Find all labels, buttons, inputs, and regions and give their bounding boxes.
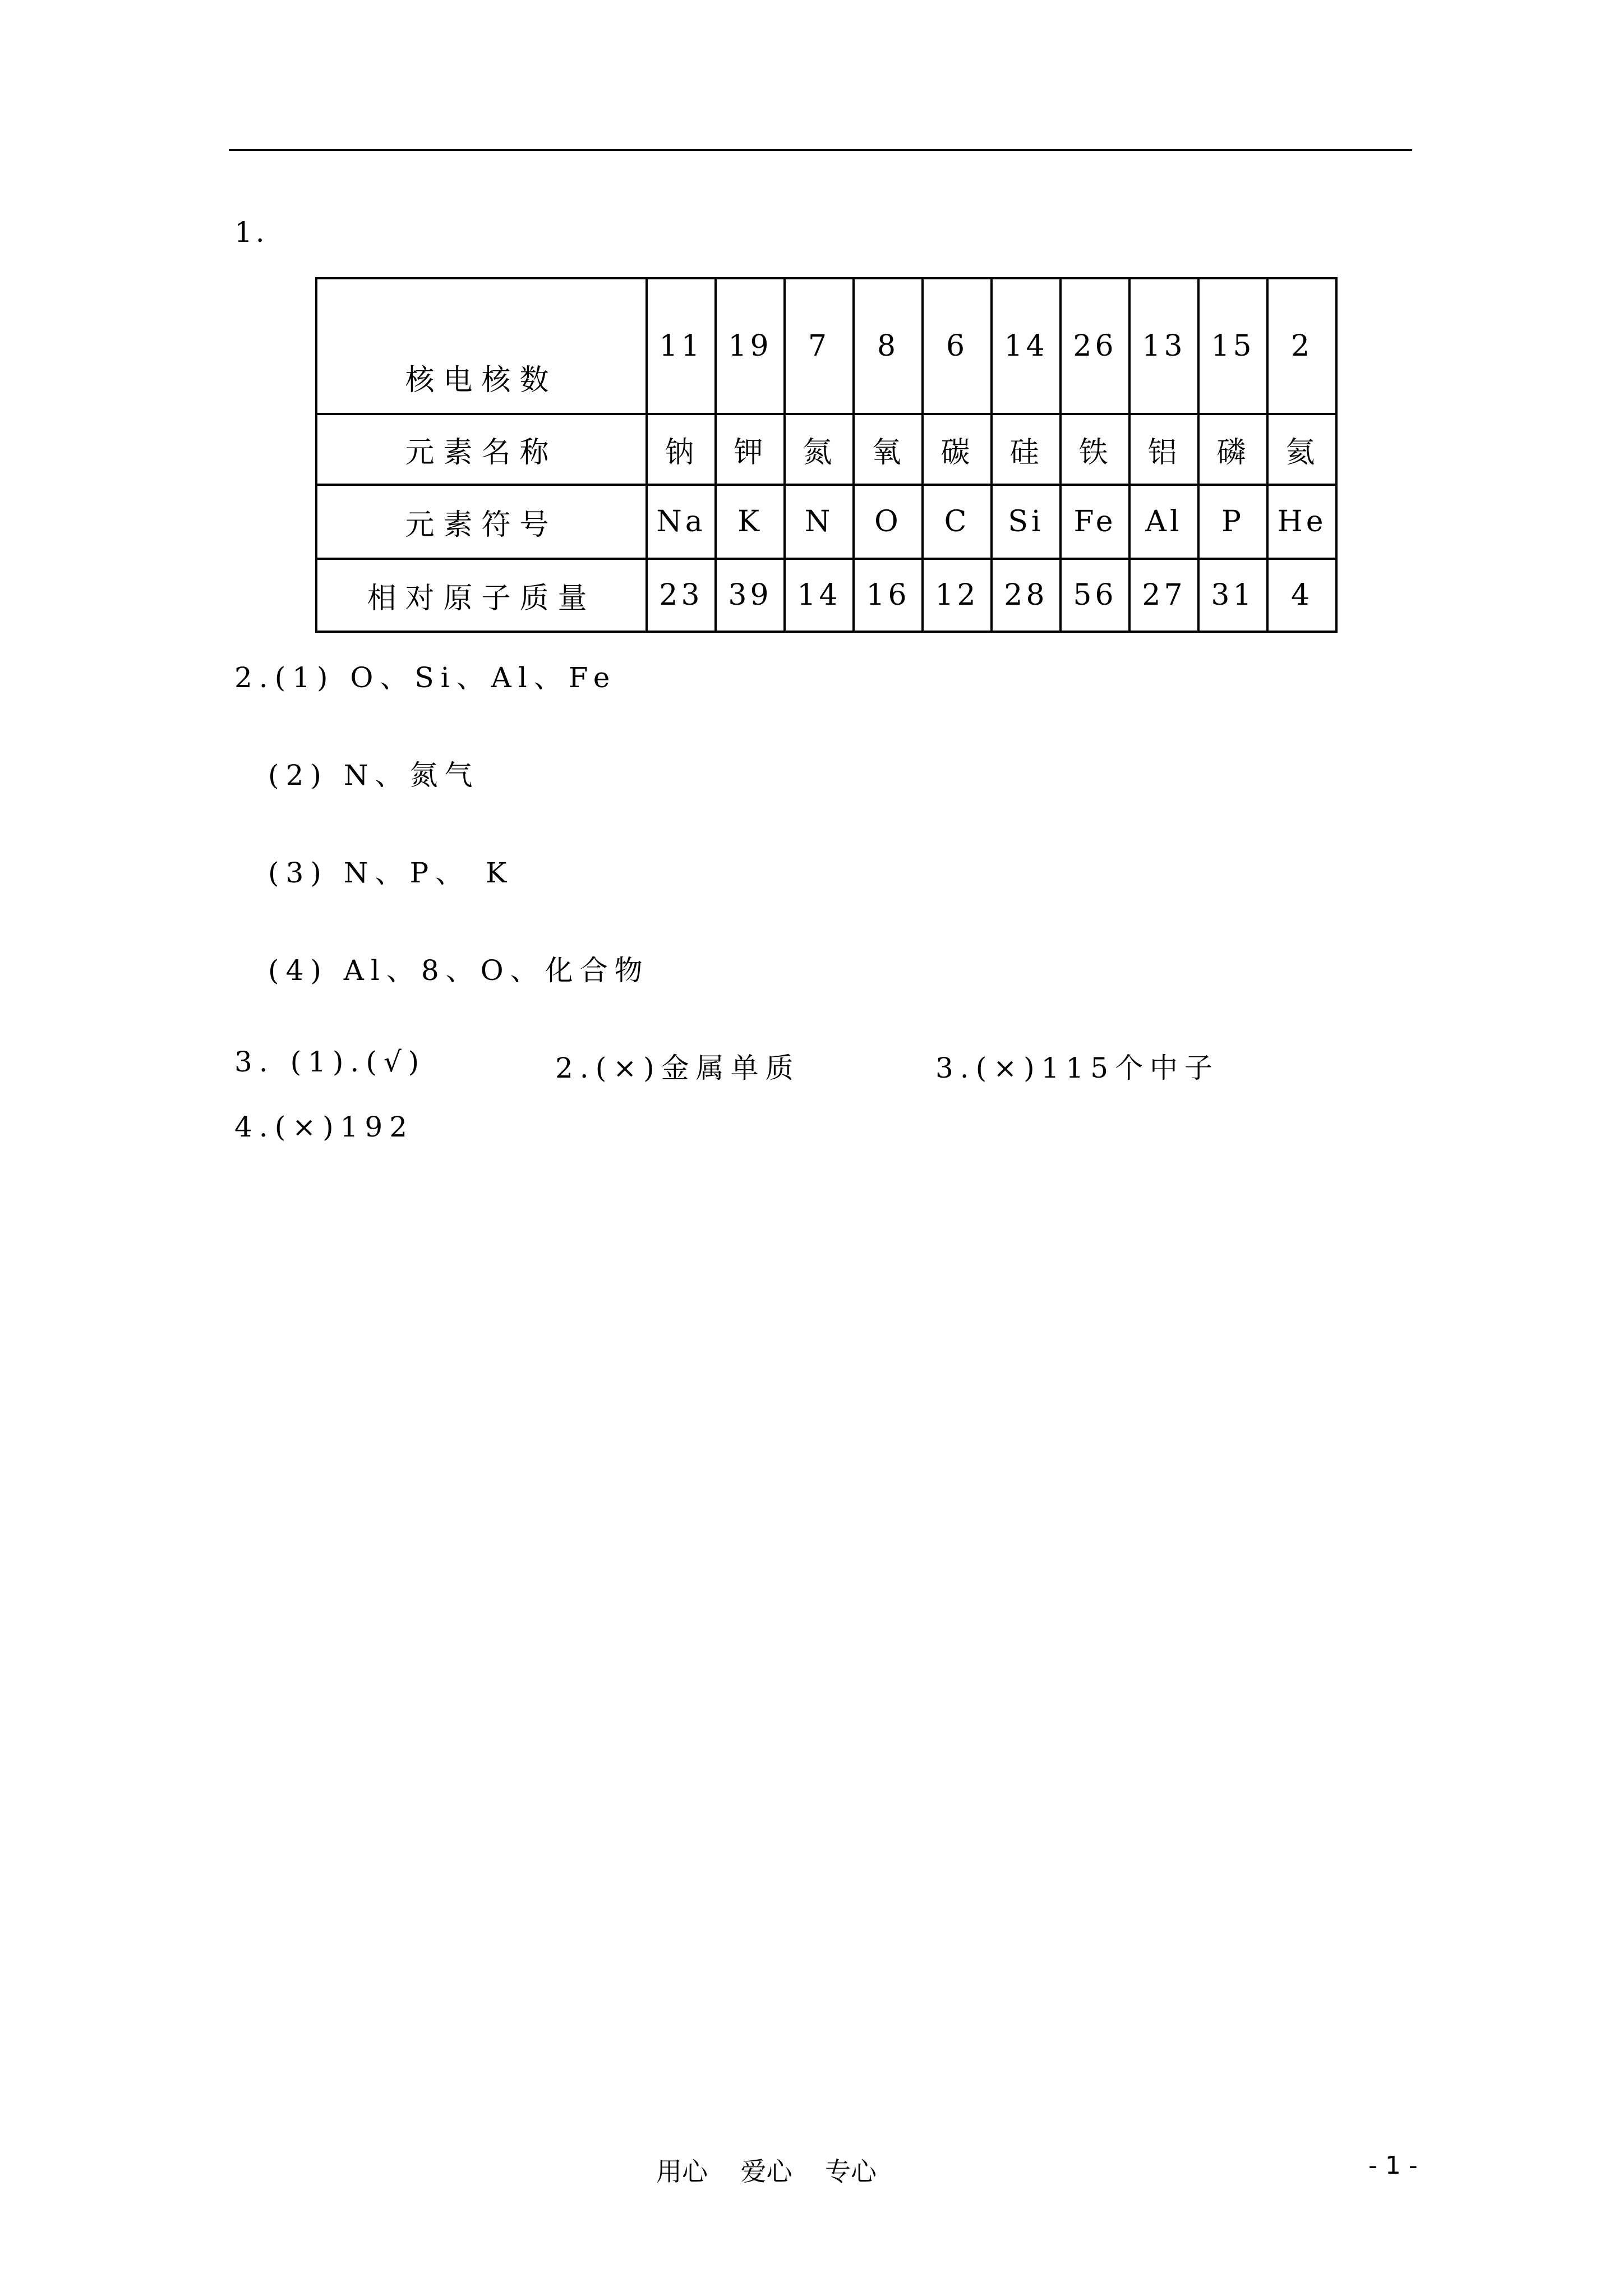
table-cell: 氮 [785, 414, 854, 485]
answer-3-3: 3.(×)115个中子 [935, 1052, 1220, 1084]
answer-2-2: (2) N、氮气 [268, 759, 479, 792]
table-cell: 氧 [854, 414, 923, 485]
table-row-nuclear-charge [316, 278, 1336, 414]
table-cell: 6 [923, 278, 992, 414]
table-cell: Fe [1061, 485, 1129, 559]
table-cell: 14 [992, 278, 1061, 414]
table-cell: 钾 [716, 414, 785, 485]
table-cell: 15 [1198, 278, 1267, 414]
table-cell: He [1267, 485, 1336, 559]
table-cell: 12 [923, 559, 992, 632]
element-table [315, 277, 1338, 633]
table-cell: C [923, 485, 992, 559]
table-row-atomic-mass [316, 559, 1336, 632]
table-cell: Na [647, 485, 716, 559]
table-cell: 39 [716, 559, 785, 632]
answer-3-4: 4.(×)192 [234, 1111, 414, 1143]
table-cell: 硅 [992, 414, 1061, 485]
table-cell: K [716, 485, 785, 559]
table-cell: 31 [1198, 559, 1267, 632]
header-rule [229, 149, 1412, 151]
table-row-element-name [316, 414, 1336, 485]
question-1-label: 1. [234, 216, 268, 249]
table-cell: N [785, 485, 854, 559]
table-cell: 11 [647, 278, 716, 414]
table-cell: 铝 [1129, 414, 1198, 485]
table-cell: P [1198, 485, 1267, 559]
table-cell: 27 [1129, 559, 1198, 632]
table-cell: 19 [716, 278, 785, 414]
table-cell: 23 [647, 559, 716, 632]
row-header: 核电核数 [316, 278, 647, 414]
table-cell: 56 [1061, 559, 1129, 632]
table-cell: 8 [854, 278, 923, 414]
table-cell: 13 [1129, 278, 1198, 414]
table-row-element-symbol [316, 485, 1336, 559]
table-cell: 14 [785, 559, 854, 632]
answer-3-1: 3. (1).(√) [234, 1046, 426, 1078]
row-header: 元素名称 [316, 414, 647, 485]
row-header: 元素符号 [316, 485, 647, 559]
table-cell: 氦 [1267, 414, 1336, 485]
row-header: 相对原子质量 [316, 559, 647, 632]
answer-3-2: 2.(×)金属单质 [555, 1052, 800, 1084]
table-cell: Al [1129, 485, 1198, 559]
page-number: - 1 - [1368, 2151, 1418, 2180]
table-cell: 铁 [1061, 414, 1129, 485]
table-cell: 碳 [923, 414, 992, 485]
footer-motto: 用心 爱心 专心 [656, 2156, 877, 2187]
answer-2-1: 2.(1) O、Si、Al、Fe [234, 661, 617, 694]
table-cell: 26 [1061, 278, 1129, 414]
answer-2-3: (3) N、P、 K [268, 857, 514, 889]
table-cell: 磷 [1198, 414, 1267, 485]
table-cell: 2 [1267, 278, 1336, 414]
table-cell: 16 [854, 559, 923, 632]
table-cell: 28 [992, 559, 1061, 632]
table-cell: 4 [1267, 559, 1336, 632]
table-cell: Si [992, 485, 1061, 559]
table-cell: O [854, 485, 923, 559]
table-cell: 7 [785, 278, 854, 414]
answer-2-4: (4) Al、8、O、化合物 [268, 954, 649, 987]
table-cell: 钠 [647, 414, 716, 485]
